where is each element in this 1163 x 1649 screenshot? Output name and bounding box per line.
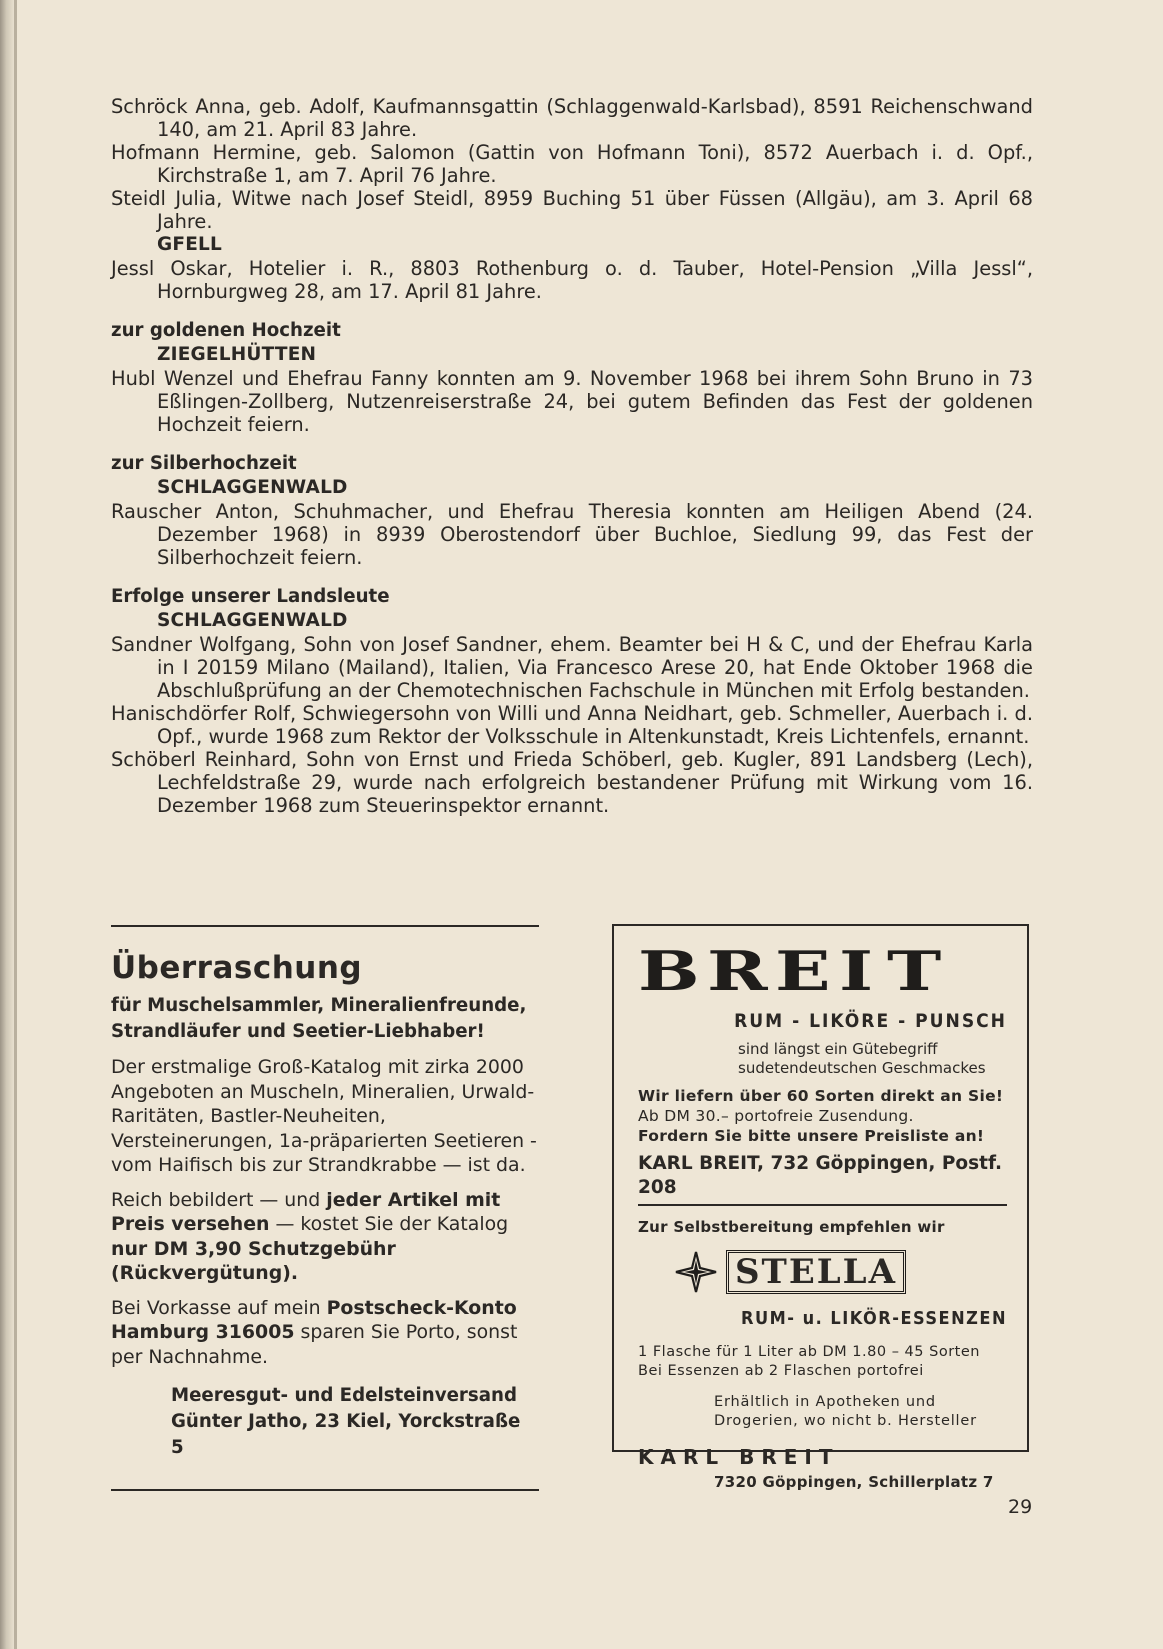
price-line: 1 Flasche für 1 Liter ab DM 1.80 – 45 Sorten (638, 1344, 980, 1360)
logo-letter: E (774, 939, 832, 1003)
logo-letter: R (706, 939, 769, 1003)
stella-logo (674, 1250, 1027, 1294)
advert-headline: Überraschung (111, 950, 363, 986)
advert-sender (171, 1383, 539, 1461)
text-run: sparen Sie Porto, sonst per Nachnahme. (111, 1321, 518, 1368)
advert-paragraph (111, 1296, 539, 1370)
text-run: Bei Vorkasse auf mein (111, 1296, 327, 1319)
section-title-successes: Erfolge unserer Landsleute (111, 586, 390, 607)
price-line: Bei Essenzen ab 2 Flaschen portofrei (638, 1363, 924, 1379)
page-edge (14, 0, 17, 1649)
sender-line: Meeresgut- und Edelsteinversand (171, 1385, 517, 1406)
announcement-entry: Schröck Anna, geb. Adolf, Kaufmannsgattin (Schlaggenwald-Karlsbad), 8591 Reichenschwand 140, am 21. April 83 Jahre. (111, 95, 1033, 141)
quality-line: sudetendeutschen Geschmackes (738, 1059, 986, 1077)
announcement-entry: Steidl Julia, Witwe nach Josef Steidl, 8959 Buching 51 über Füssen (Allgäu), am 3. April 68 Jahre. (111, 187, 1033, 233)
text-run-bold: Postscheck-Konto Hamburg 316005 (111, 1296, 517, 1343)
text-run: Reich bebildert — und (111, 1188, 327, 1211)
quality-line: sind längst ein Gütebegriff (738, 1040, 938, 1058)
recommend-line: Zur Selbstbereitung empfehlen wir (638, 1218, 945, 1236)
stella-wordmark: STELLA (726, 1250, 906, 1294)
section-title-golden-wedding: zur goldenen Hochzeit (111, 320, 341, 341)
sender-line: Günter Jatho, 23 Kiel, Yorckstraße 5 (171, 1411, 521, 1458)
breit-tagline: RUM - LIKÖRE - PUNSCH (734, 1010, 1007, 1032)
advert-shell-catalog (111, 925, 539, 1491)
delivery-line: Fordern Sie bitte unsere Preisliste an! (638, 1127, 985, 1145)
announcement-entry: Rauscher Anton, Schuhmacher, und Ehefrau Theresia konnten am Heiligen Abend (24. Dezember 1968) in 8939 Oberostendorf über Buchloe, Siedlung 99, das Fest der Silberhochzeit feiern. (111, 500, 1033, 569)
text-run-bold: jeder Artikel mit Preis versehen (111, 1188, 501, 1235)
announcement-entry: Sandner Wolfgang, Sohn von Josef Sandner, ehem. Beamter bei H & C, und der Ehefrau Karla in I 20159 Milano (Mailand), Italien, Via Francesco Arese 20, hat Ende Oktober 1968 die Abschlußprüfung an der Chemotechnischen Fachschule in München mit Erfolg bestanden. (111, 633, 1033, 702)
book-spine-shadow (0, 0, 14, 1649)
announcement-entry: Schöberl Reinhard, Sohn von Ernst und Frieda Schöberl, geb. Kugler, 891 Landsberg (Lech), Lechfeldstraße 29, wurde nach erfolgreich bestandener Prüfung mit Wirkung vom 16. Dezember 1968 zum Steuerinspektor ernannt. (111, 748, 1033, 817)
text-run-bold: nur DM 3,90 Schutzgebühr (Rückvergütung). (111, 1237, 396, 1284)
breit-logo (638, 939, 1027, 1003)
announcement-entry: Hubl Wenzel und Ehefrau Fanny konnten am 9. November 1968 bei ihrem Sohn Bruno in 73 Eßlingen-Zollberg, Nutzenreiserstraße 24, bei gutem Befinden das Fest der goldenen Hochzeit feiern. (111, 367, 1033, 436)
bottom-rule (111, 1489, 539, 1491)
text-run: — kostet Sie der Katalog (269, 1213, 509, 1235)
top-rule (111, 925, 539, 927)
company-city: 7320 Göppingen, Schillerplatz 7 (714, 1473, 994, 1491)
logo-letter: I (838, 939, 875, 1003)
company-name: KARL BREIT (638, 1445, 840, 1469)
place-heading-ziegelhuetten: ZIEGELHÜTTEN (157, 344, 317, 365)
announcement-entry: Hanischdörfer Rolf, Schwiegersohn von Willi und Anna Neidhart, geb. Schmeller, Auerbach i. d. Opf., wurde 1968 zum Rektor der Volksschule in Altenkunstadt, Kreis Lichtenfels, ernannt. (111, 702, 1033, 748)
advert-paragraph (111, 1188, 539, 1286)
delivery-line: Wir liefern über 60 Sorten direkt an Sie! (638, 1087, 1004, 1105)
place-heading-schlaggenwald: SCHLAGGENWALD (157, 477, 348, 498)
breit-postal-address: KARL BREIT, 732 Göppingen, Postf. 208 (638, 1152, 1007, 1206)
advert-paragraph: Der erstmalige Groß-Katalog mit zirka 2000 Angeboten an Muscheln, Mineralien, Urwald-Raritäten, Bastler-Neuheiten, Versteinerungen, 1a-präparierten Seetieren - vom Haifisch bis zur Strandkrabbe — ist da. (111, 1056, 537, 1176)
essenzen-line: RUM- u. LIKÖR-ESSENZEN (740, 1308, 1007, 1329)
announcement-entry: Jessl Oskar, Hotelier i. R., 8803 Rothenburg o. d. Tauber, Hotel-Pension „Villa Jessl“, Hornburgweg 28, am 17. April 81 Jahre. (111, 257, 1033, 303)
availability-line: Drogerien, wo nicht b. Hersteller (714, 1413, 977, 1429)
place-heading-gfell: GFELL (157, 234, 223, 255)
section-title-silver-wedding: zur Silberhochzeit (111, 453, 297, 474)
advert-subheadline: für Muschelsammler, Mineralienfreunde, Strandläufer und Seetier-Liebhaber! (111, 995, 527, 1042)
logo-letter: B (638, 939, 701, 1003)
advert-breit (612, 924, 1029, 1491)
logo-letter: T (886, 939, 943, 1003)
star-icon (674, 1250, 718, 1294)
announcements-column (111, 95, 1033, 817)
place-heading-schlaggenwald: SCHLAGGENWALD (157, 610, 348, 631)
page-number: 29 (1008, 1496, 1033, 1518)
announcement-entry: Hofmann Hermine, geb. Salomon (Gattin von Hofmann Toni), 8572 Auerbach i. d. Opf., Kirchstraße 1, am 7. April 76 Jahre. (111, 141, 1033, 187)
availability-line: Erhältlich in Apotheken und (714, 1394, 936, 1410)
delivery-line: Ab DM 30.– portofreie Zusendung. (638, 1107, 914, 1125)
